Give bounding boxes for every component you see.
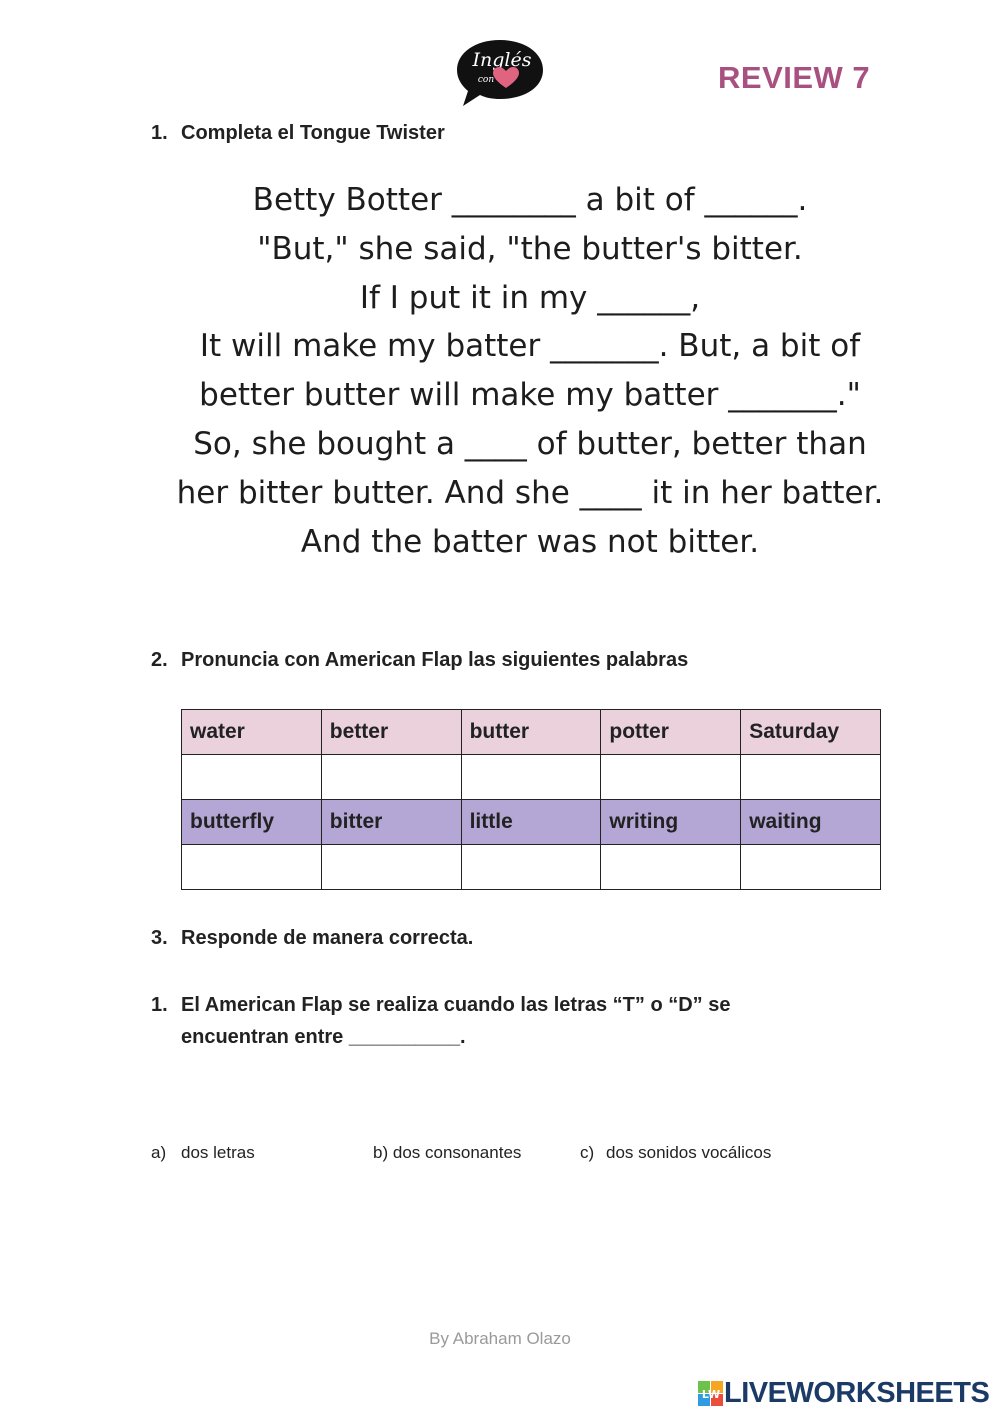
recording-cell[interactable] bbox=[321, 755, 461, 800]
table-row-words-2 bbox=[182, 800, 881, 845]
recording-cell[interactable] bbox=[601, 845, 741, 890]
option-c[interactable] bbox=[580, 1143, 771, 1163]
recording-cell[interactable] bbox=[321, 845, 461, 890]
tongue-twister bbox=[150, 176, 910, 566]
recording-cell[interactable] bbox=[182, 845, 322, 890]
twister-line: better butter will make my batter _______." bbox=[199, 377, 861, 414]
twister-line: "But," she said, "the butter's bitter. bbox=[257, 230, 803, 267]
option-text: dos sonidos vocálicos bbox=[606, 1143, 772, 1162]
logo-ingles-con-amor bbox=[455, 36, 545, 110]
speech-bubble-logo-icon bbox=[455, 36, 545, 110]
twister-line: Betty Botter ________ a bit of ______. bbox=[252, 182, 808, 218]
section-1-title: Completa el Tongue Twister bbox=[181, 122, 445, 144]
liveworksheets-wordmark: LIVEWORKSHEETS bbox=[724, 1376, 990, 1409]
word-cell: waiting bbox=[741, 800, 881, 845]
section-2-heading bbox=[151, 649, 688, 672]
recording-cell[interactable] bbox=[741, 845, 881, 890]
recording-cell[interactable] bbox=[601, 755, 741, 800]
option-b[interactable] bbox=[373, 1143, 521, 1163]
recording-cell[interactable] bbox=[461, 755, 601, 800]
section-3-number: 3. bbox=[151, 927, 168, 949]
liveworksheets-brand[interactable] bbox=[698, 1376, 989, 1410]
table-row-words-1 bbox=[182, 710, 881, 755]
section-3-heading bbox=[151, 927, 473, 950]
section-1-heading bbox=[151, 122, 445, 145]
option-text: dos letras bbox=[181, 1143, 255, 1162]
word-cell: little bbox=[461, 800, 601, 845]
section-1-number: 1. bbox=[151, 122, 168, 144]
word-cell: butterfly bbox=[182, 800, 322, 845]
logo-word-con: con bbox=[477, 75, 495, 85]
logo-badge-text: LW bbox=[701, 1388, 721, 1401]
recording-cell[interactable] bbox=[182, 755, 322, 800]
table-row-recording-1 bbox=[182, 755, 881, 800]
logo-word-ingles: Inglés bbox=[472, 49, 532, 71]
liveworksheets-logo-icon bbox=[698, 1380, 724, 1406]
option-text: dos consonantes bbox=[392, 1143, 522, 1162]
flap-words-table bbox=[181, 709, 881, 890]
twister-line: So, she bought a ____ of butter, better than bbox=[193, 425, 867, 462]
twister-line: It will make my batter _______. But, a bit of bbox=[199, 328, 861, 365]
word-cell: better bbox=[321, 710, 461, 755]
word-cell: writing bbox=[601, 800, 741, 845]
question-1-line-1: El American Flap se realiza cuando las letras “T” o “D” se bbox=[181, 994, 731, 1016]
question-1-line-2[interactable]: encuentran entre __________. bbox=[181, 1026, 466, 1048]
word-cell: bitter bbox=[321, 800, 461, 845]
review-title: REVIEW 7 bbox=[718, 60, 871, 95]
word-cell: potter bbox=[601, 710, 741, 755]
twister-line: her bitter butter. And she ____ it in her batter. bbox=[176, 474, 884, 511]
section-3-title: Responde de manera correcta. bbox=[181, 927, 474, 949]
option-letter: c) bbox=[580, 1143, 595, 1162]
option-a[interactable] bbox=[151, 1143, 255, 1163]
twister-line: And the batter was not bitter. bbox=[300, 523, 760, 560]
word-cell: butter bbox=[461, 710, 601, 755]
table-row-recording-2 bbox=[182, 845, 881, 890]
section-2-number: 2. bbox=[151, 649, 168, 671]
recording-cell[interactable] bbox=[461, 845, 601, 890]
twister-line: If I put it in my ______, bbox=[359, 279, 701, 316]
question-1 bbox=[151, 989, 730, 1053]
section-2-title: Pronuncia con American Flap las siguientes palabras bbox=[181, 649, 689, 671]
word-cell: water bbox=[182, 710, 322, 755]
question-1-number: 1. bbox=[151, 994, 168, 1016]
word-cell: Saturday bbox=[741, 710, 881, 755]
option-letter: a) bbox=[151, 1143, 167, 1162]
author-credit: By Abraham Olazo bbox=[429, 1329, 571, 1348]
recording-cell[interactable] bbox=[741, 755, 881, 800]
option-letter: b) bbox=[373, 1143, 389, 1162]
